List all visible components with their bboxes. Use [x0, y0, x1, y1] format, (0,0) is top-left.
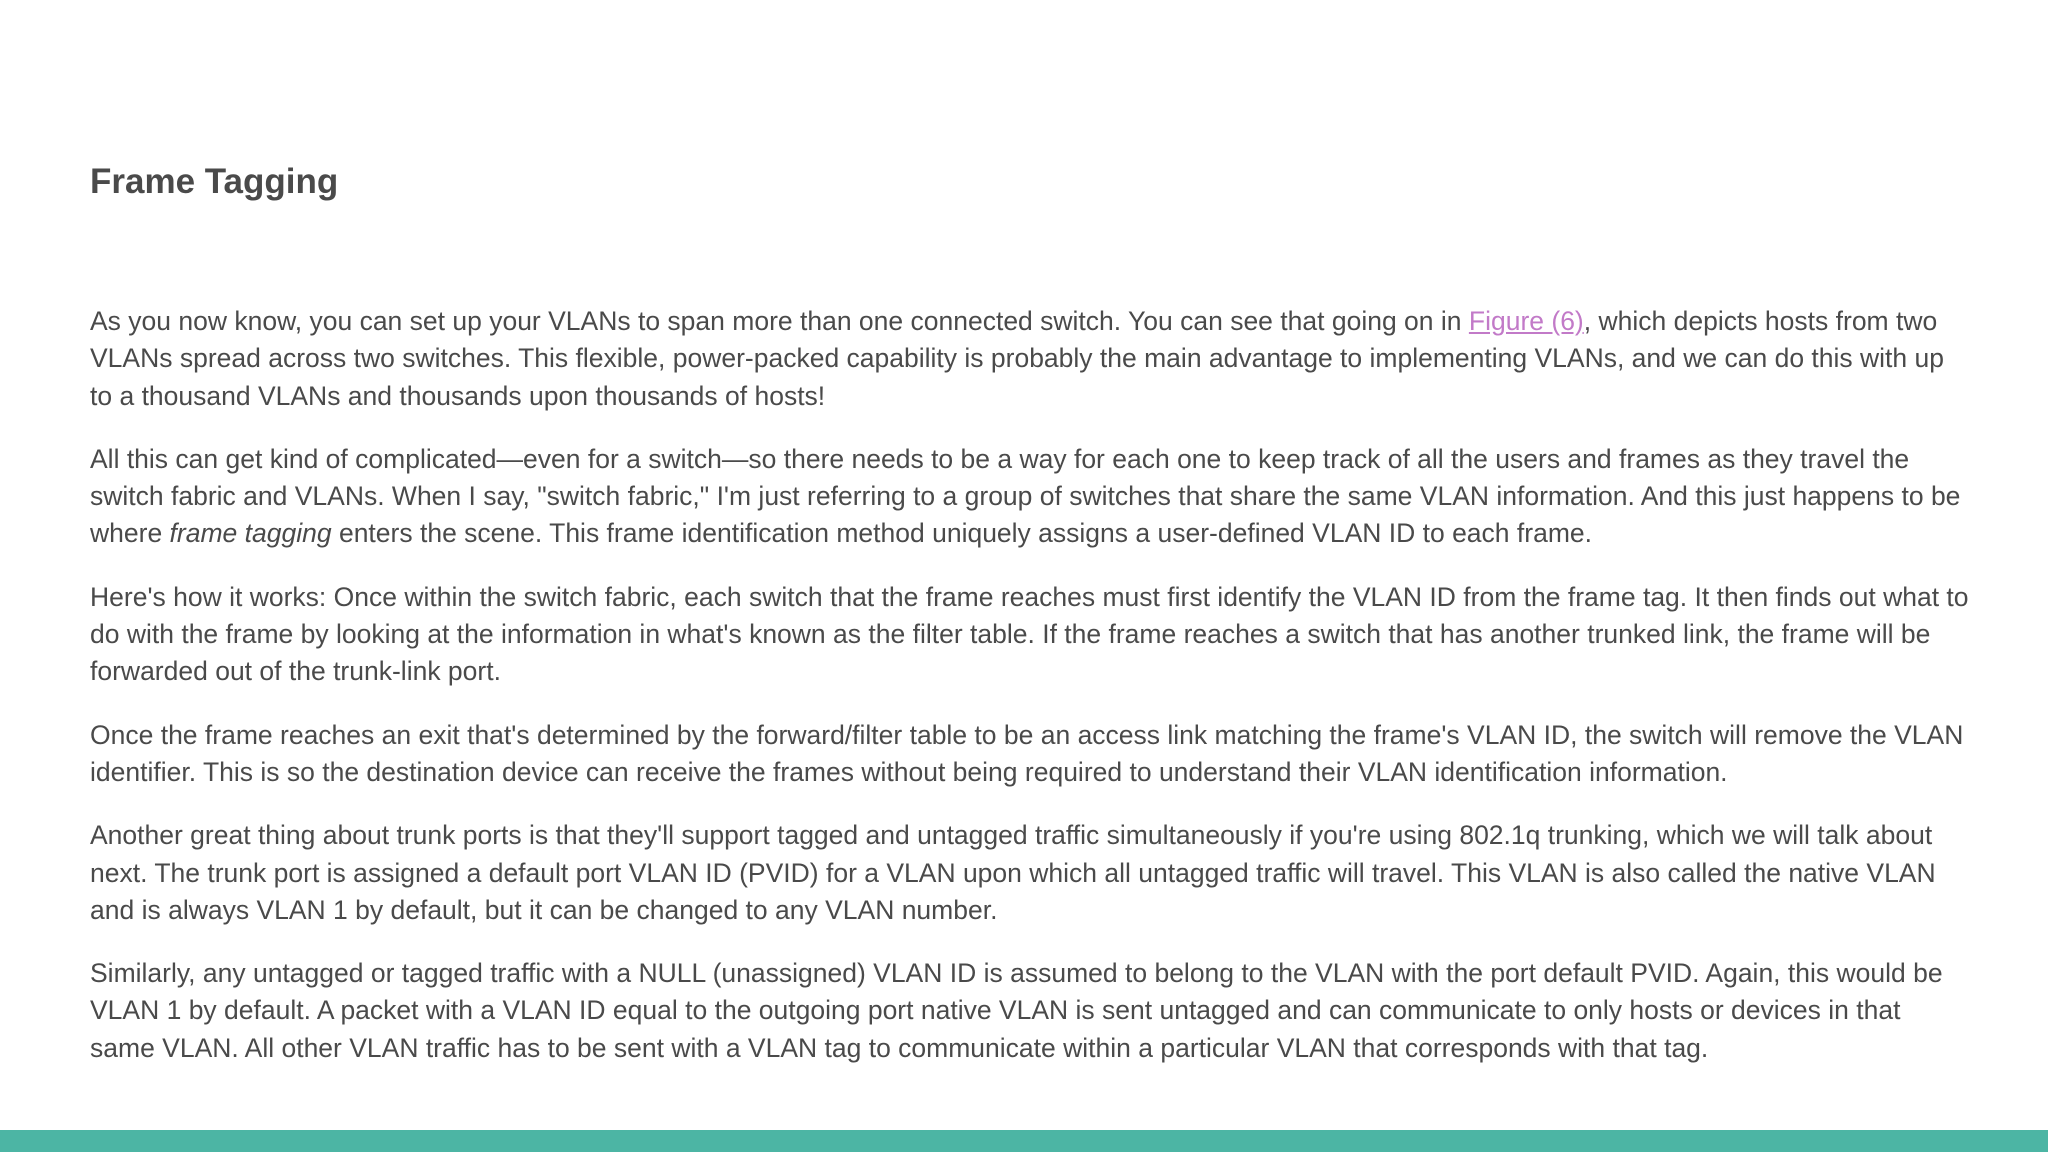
paragraph-5: Another great thing about trunk ports is that they'll support tagged and untagged traffic simultaneously if you're using 802.1q trunking, which we will talk about next. The trunk port is assigned a default port VLAN ID (PVID) for a VLAN upon which all untagged traffic will travel. This VLAN is also called the native VLAN and is always VLAN 1 by default, but it can be changed to any VLAN number.	[90, 820, 1936, 925]
paragraph-1	[90, 303, 1970, 415]
paragraph-4: Once the frame reaches an exit that's determined by the forward/filter table to be an access link matching the frame's VLAN ID, the switch will remove the VLAN identifier. This is so the destination device can receive the frames without being required to understand their VLAN identification information.	[90, 719, 1964, 787]
page-title: Frame Tagging	[90, 162, 339, 201]
footer-accent-bar	[0, 1130, 2048, 1152]
paragraph-1-text-before-link: As you now know, you can set up your VLANs to span more than one connected switch. You can see that going on in	[90, 306, 1469, 336]
paragraph-6: Similarly, any untagged or tagged traffic with a NULL (unassigned) VLAN ID is assumed to belong to the VLAN with the port default PVID. Again, this would be VLAN 1 by default. A packet with a VLAN ID equal to the outgoing port native VLAN is sent untagged and can communicate to only hosts or devices in that same VLAN. All other VLAN traffic has to be sent with a VLAN tag to communicate within a particular VLAN that corresponds with that tag.	[90, 958, 1943, 1063]
paragraph-2-text-after-emphasis: enters the scene. This frame identification method uniquely assigns a user-defined VLAN ID to each frame.	[331, 518, 1592, 549]
figure-6-link[interactable]: Figure (6)	[1468, 306, 1584, 336]
paragraph-3: Here's how it works: Once within the switch fabric, each switch that the frame reaches must first identify the VLAN ID from the frame tag. It then finds out what to do with the frame by looking at the information in what's known as the filter table. If the frame reaches a switch that has another trunked link, the frame will be forwarded out of the trunk-link port.	[90, 581, 1969, 687]
content-body	[90, 303, 1970, 1093]
paragraph-1-text-after-link: , which depicts hosts from two VLANs spread across two switches. This flexible, power-packed capability is probably the main advantage to implementing VLANs, and we can do this with up to a thousand VLANs and thousands upon thousands of hosts!	[90, 306, 1944, 411]
paragraph-2-text-before-emphasis: All this can get kind of complicated—even for a switch—so there needs to be a way for each one to keep track of all the users and frames as they travel the switch fabric and VLANs. When I say, "switch fabric," I'm just referring to a group of switches that share the same VLAN information. And this just happens to be where	[90, 443, 1961, 549]
paragraph-2	[90, 441, 1970, 553]
frame-tagging-emphasis: frame tagging	[169, 518, 332, 549]
